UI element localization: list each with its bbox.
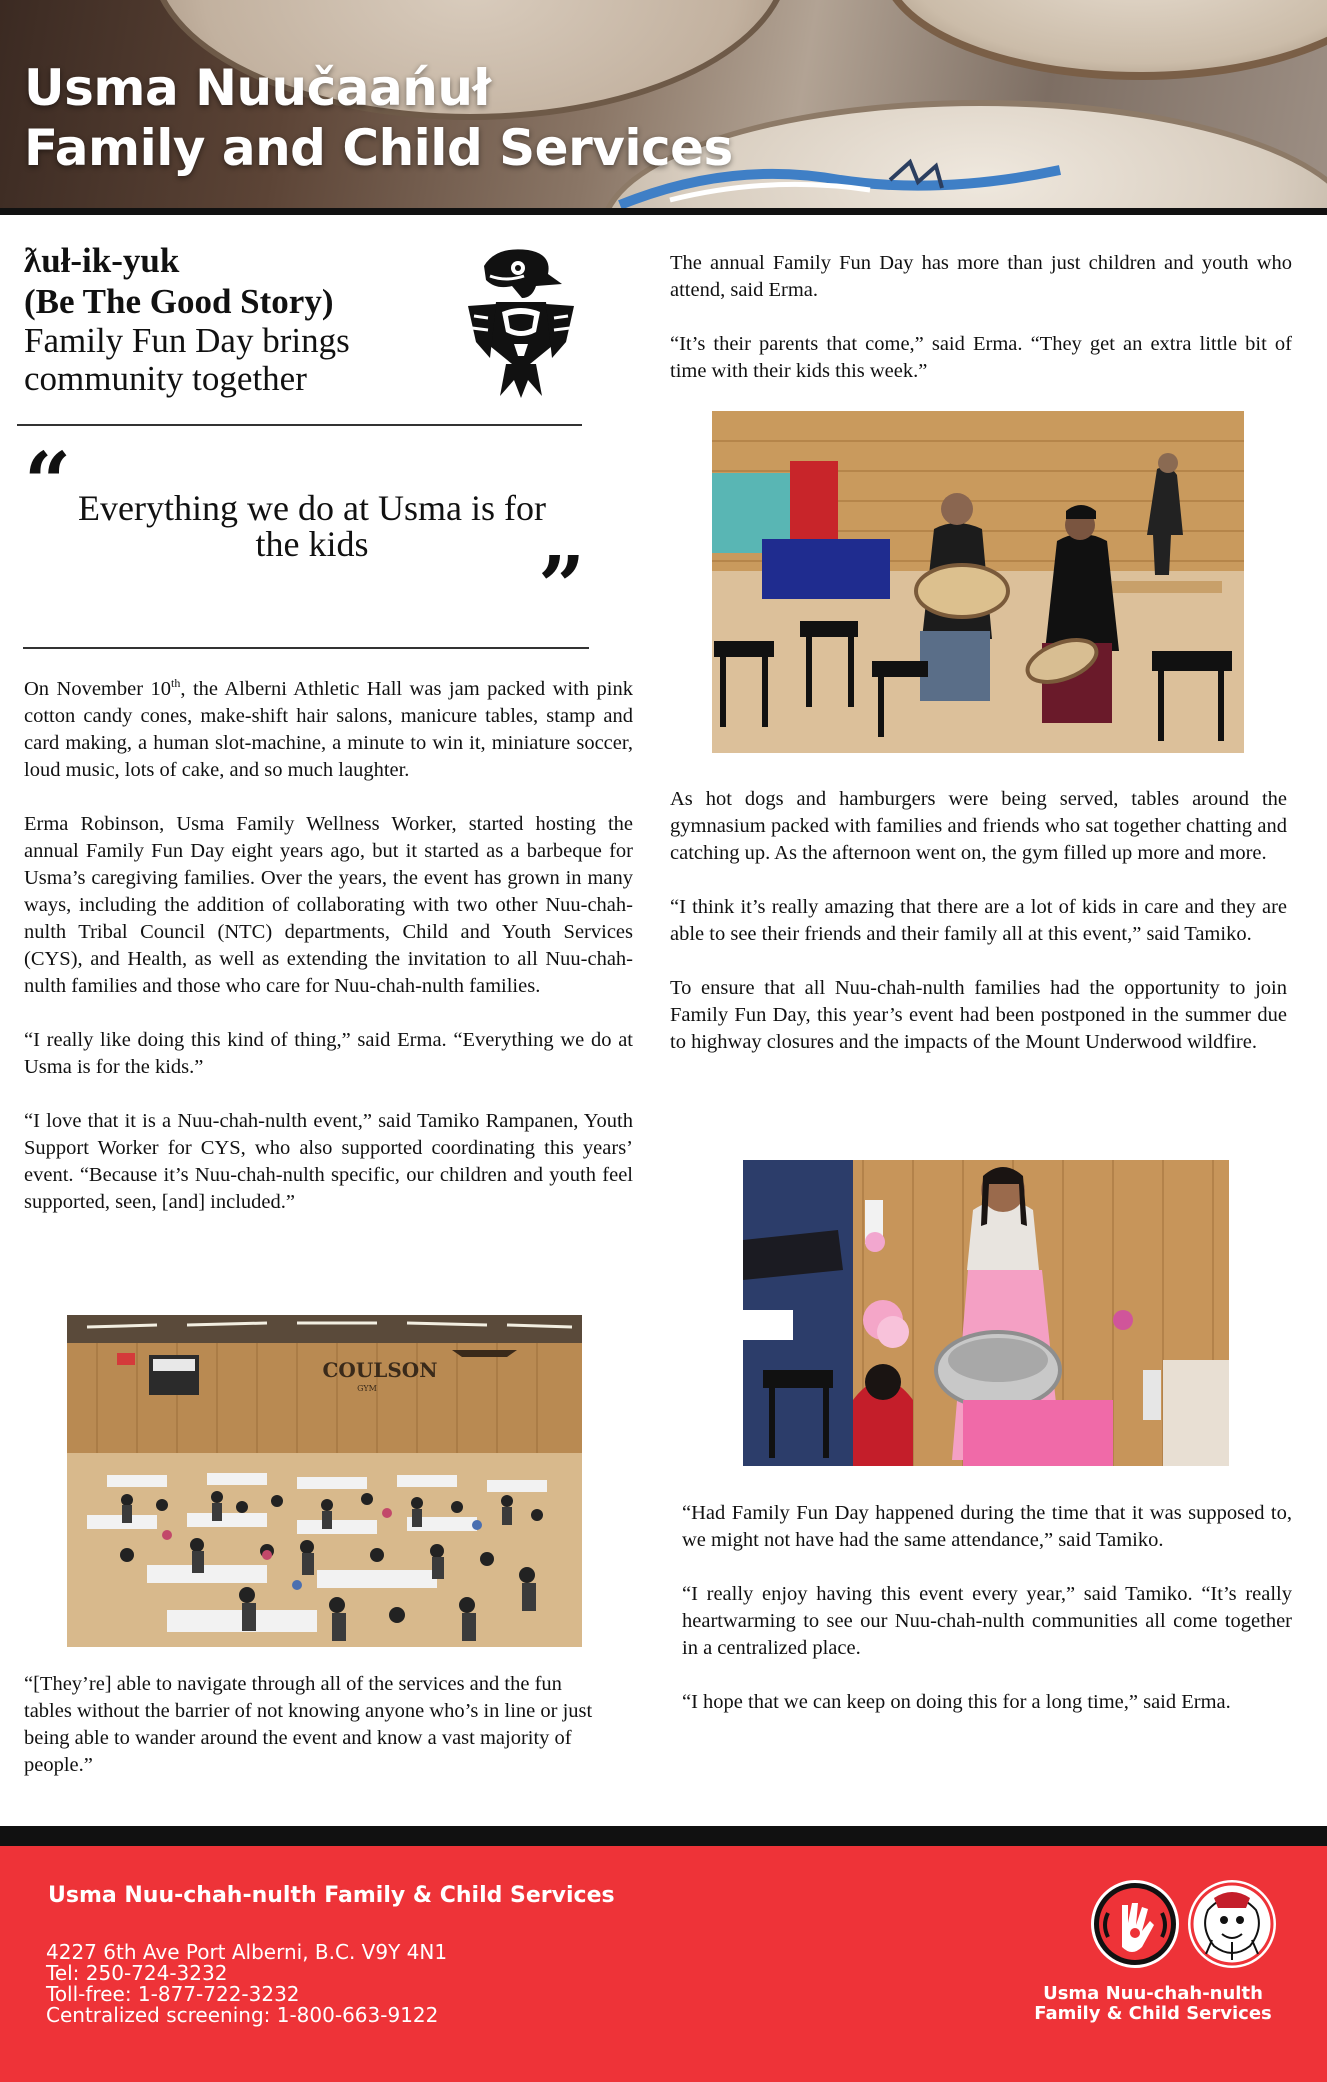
usma-logo-icon xyxy=(1091,1880,1179,1968)
paragraph-4: “I love that it is a Nuu-chah-nulth event,” said Tamiko Rampanen, Youth Support Worker for CYS, who also supported coordinating this years’ event. “Because it’s Nuu-chah-nulth specific, our children and youth feel supported, seen, [and] included.” xyxy=(24,1109,633,1213)
title-line-2: Family and Child Services xyxy=(24,119,733,177)
article-headline xyxy=(24,240,464,398)
ordinal-suffix: th xyxy=(171,676,181,690)
gym-sign: COULSON xyxy=(322,1358,438,1382)
paragraph-12: “I really enjoy having this event every year,” said Tamiko. “It’s really heartwarming to see our Nuu-chah-nulth communities all come together in a centralized place. xyxy=(682,1583,1292,1659)
footer-toll-free: Toll-free: 1-877-722-3232 xyxy=(46,1982,300,2006)
quote-close-icon: ” xyxy=(538,539,586,635)
ntc-logo-icon xyxy=(1188,1880,1276,1968)
footer xyxy=(0,1846,1327,2082)
paragraph-8: As hot dogs and hamburgers were being served, tables around the gymnasium packed with families and friends who sat together chatting and catching up. As the afternoon went on, the gym filled up more and more. xyxy=(670,788,1287,864)
paragraph-1: On November 10th, the Alberni Athletic Hall was jam packed with pink cotton candy cones, make-shift hair salons, manicure tables, stamp and card making, a human slot-machine, a minute to win it, miniature soccer, loud music, lots of cake, and so much laughter. xyxy=(24,676,633,781)
paragraph-13: “I hope that we can keep on doing this for a long time,” said Erma. xyxy=(682,1691,1231,1713)
pull-quote-divider xyxy=(23,647,589,649)
logo-caption-line-2: Family & Child Services xyxy=(1034,2003,1272,2024)
right-column-text-bottom xyxy=(682,1500,1292,1743)
cotton-candy-photo xyxy=(743,1160,1229,1466)
footer-address: 4227 6th Ave Port Alberni, B.C. V9Y 4N1 xyxy=(46,1940,448,1964)
paragraph-5: “[They’re] able to navigate through all of the services and the fun tables without the barrier of not knowing anyone who’s in line or just being able to wander around the event and know a vast majority of people.” xyxy=(24,1673,593,1776)
drummers-photo xyxy=(712,411,1244,753)
paragraph-6: The annual Family Fun Day has more than just children and youth who attend, said Erma. xyxy=(670,252,1292,301)
quote-open-icon: “ xyxy=(24,435,72,531)
drum-image-right xyxy=(880,0,1327,80)
left-column-text xyxy=(24,670,633,1243)
header-banner xyxy=(0,0,1327,208)
headline-divider xyxy=(17,424,582,426)
footer-contact xyxy=(46,1942,447,2026)
article-subhead: Family Fun Day brings community together xyxy=(24,321,350,398)
footer-org-name: Usma Nuu-chah-nulth Family & Child Services xyxy=(48,1883,615,1908)
paragraph-3: “I really like doing this kind of thing,” said Erma. “Everything we do at Usma is for the kids.” xyxy=(24,1028,633,1078)
logo-caption-line-1: Usma Nuu-chah-nulth xyxy=(1043,1983,1263,2004)
kicker-line-2: (Be The Good Story) xyxy=(24,282,334,321)
kicker-line-1: ƛuł-ik-yuk xyxy=(24,241,180,280)
footer-logo-caption xyxy=(1028,1984,1278,2024)
right-column-text-middle xyxy=(670,786,1287,1083)
pull-quote: Everything we do at Usma is for the kids xyxy=(78,488,546,564)
gym-photo xyxy=(67,1315,582,1647)
left-column-bottom-text xyxy=(24,1671,610,1806)
footer-screening: Centralized screening: 1-800-663-9122 xyxy=(46,2003,439,2027)
gym-sign-sub: GYM xyxy=(357,1384,377,1393)
paragraph-2: Erma Robinson, Usma Family Wellness Worker, started hosting the annual Family Fun Day eight years ago, but it started as a barbeque for Usma’s caregiving families. Over the years, the event has grown in many ways, including the addition of collaborating with two other Nuu-chah-nulth Tribal Council (NTC) departments, Child and Youth Services (CYS), and Health, as well as extending the invitation to all Nuu-chah-nulth families and those who care for Nuu-chah-nulth families. xyxy=(24,812,633,997)
footer-divider xyxy=(0,1826,1327,1846)
paragraph-10: To ensure that all Nuu-chah-nulth families had the opportunity to join Family Fun Day, this year’s event had been postponed in the summer due to highway closures and the impacts of the Mount Underwood wildfire. xyxy=(670,977,1287,1053)
page-title xyxy=(24,58,733,178)
thunderbird-logo-icon xyxy=(466,246,576,401)
paragraph-9: “I think it’s really amazing that there are a lot of kids in care and they are able to see their friends and their family all at this event,” said Tamiko. xyxy=(670,896,1287,945)
right-column-text-top xyxy=(670,250,1292,412)
paragraph-11: “Had Family Fun Day happened during the time that it was supposed to, we might not have had the same attendance,” said Tamiko. xyxy=(682,1502,1292,1551)
header-divider xyxy=(0,208,1327,215)
title-line-1: Usma Nuučaańuł xyxy=(24,59,491,117)
footer-tel: Tel: 250-724-3232 xyxy=(46,1961,228,1985)
paragraph-7: “It’s their parents that come,” said Erma. “They get an extra little bit of time with their kids this week.” xyxy=(670,333,1292,382)
